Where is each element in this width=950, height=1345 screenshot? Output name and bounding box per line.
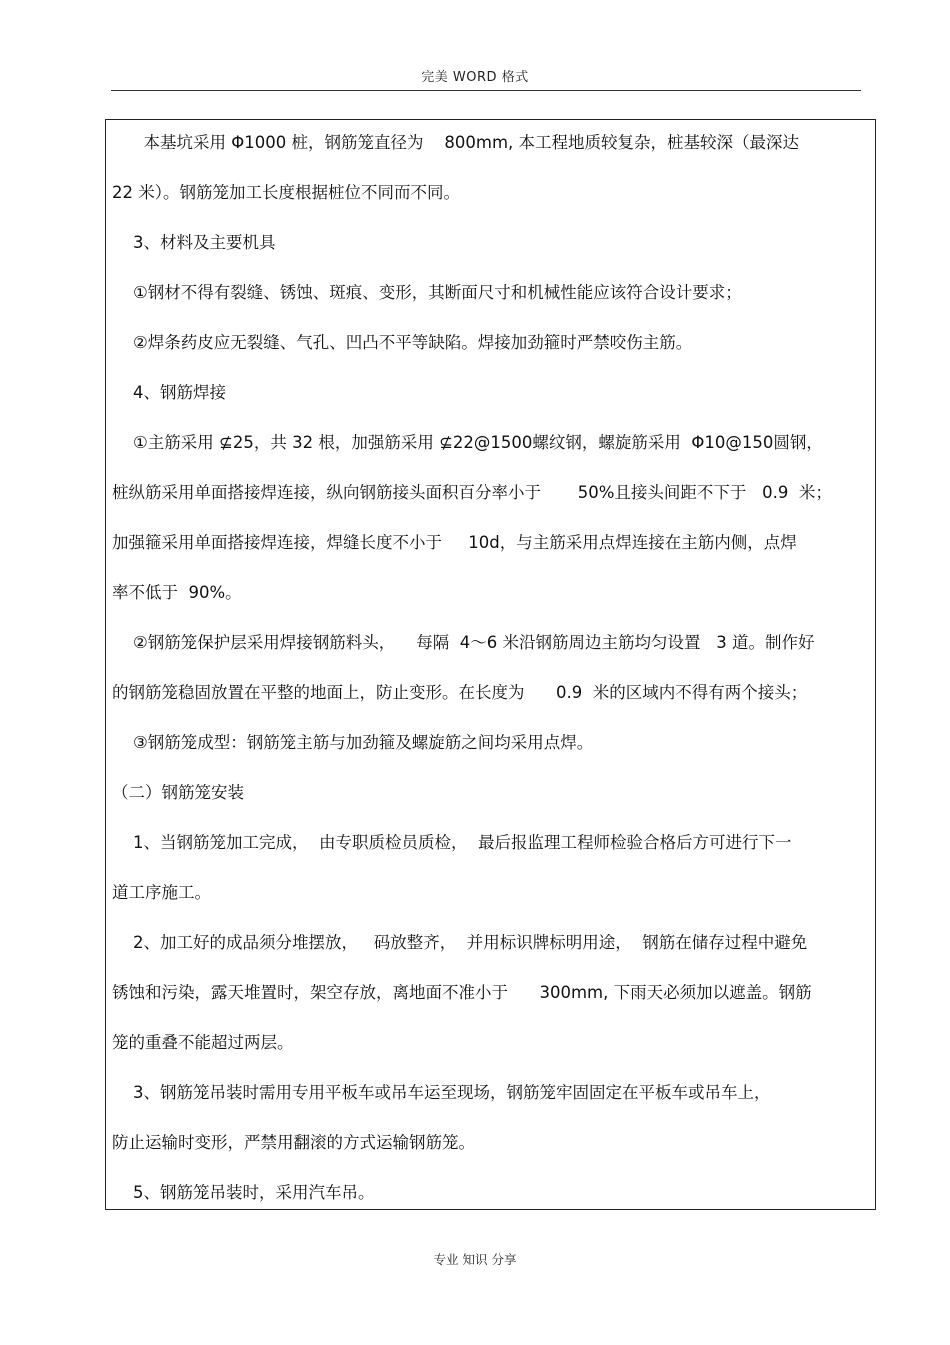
text-line: 锈蚀和污染，露天堆置时，架空存放，离地面不准小于 300mm, 下雨天必须加以遮盖。钢筋: [112, 983, 812, 1002]
text-line: 5、钢筋笼吊装时，采用汽车吊。: [112, 1183, 375, 1202]
text-line: ③钢筋笼成型：钢筋笼主筋与加劲箍及螺旋筋之间均采用点焊。: [112, 733, 594, 752]
page-footer: 专业 知识 分享: [433, 1252, 517, 1267]
text-line: 4、钢筋焊接: [112, 383, 226, 402]
text-line: 道工序施工。: [112, 883, 211, 902]
text-line: ①主筋采用 ⊈25，共 32 根，加强筋采用 ⊈22@1500螺纹钢，螺旋筋采用 Φ10@150圆钢，: [112, 433, 823, 452]
text-line: 3、材料及主要机具: [112, 233, 276, 252]
text-line: 的钢筋笼稳固放置在平整的地面上，防止变形。在长度为 0.9 米的区域内不得有两个接头；: [112, 683, 808, 702]
text-line: 率不低于 90%。: [112, 583, 242, 602]
section-heading: （二）钢筋笼安装: [112, 783, 244, 802]
text-line: 笼的重叠不能超过两层。: [112, 1033, 294, 1052]
text-line: 22 米）。钢筋笼加工长度根据桩位不同而不同。: [112, 183, 460, 202]
text-line: 加强箍采用单面搭接焊连接，焊缝长度不小于 10d，与主筋采用点焊连接在主筋内侧，点焊: [112, 533, 797, 552]
text-line: 1、当钢筋笼加工完成， 由专职质检员质检， 最后报监理工程师检验合格后方可进行下一: [112, 833, 792, 852]
text-line: 防止运输时变形，严禁用翻滚的方式运输钢筋笼。: [112, 1133, 475, 1152]
text-line: 本基坑采用 Φ1000 桩，钢筋笼直径为 800mm, 本工程地质较复杂，桩基较深（最深达: [112, 133, 800, 152]
text-line: 2、加工好的成品须分堆摆放， 码放整齐， 并用标识牌标明用途， 钢筋在储存过程中避免: [112, 933, 808, 952]
page-header: 完美 WORD 格式: [421, 70, 529, 85]
text-line: ②焊条药皮应无裂缝、气孔、凹凸不平等缺陷。焊接加劲箍时严禁咬伤主筋。: [112, 333, 693, 352]
text-line: ②钢筋笼保护层采用焊接钢筋料头， 每隔 4～6 米沿钢筋周边主筋均匀设置 3 道。制作好: [112, 633, 815, 652]
header-rule: [111, 90, 861, 91]
text-line: 桩纵筋采用单面搭接焊连接，纵向钢筋接头面积百分率小于 50%且接头间距不下于 0.9 米；: [112, 483, 832, 502]
text-line: 3、钢筋笼吊装时需用专用平板车或吊车运至现场，钢筋笼牢固固定在平板车或吊车上，: [112, 1083, 771, 1102]
text-line: ①钢材不得有裂缝、锈蚀、斑痕、变形，其断面尺寸和机械性能应该符合设计要求；: [112, 283, 742, 302]
